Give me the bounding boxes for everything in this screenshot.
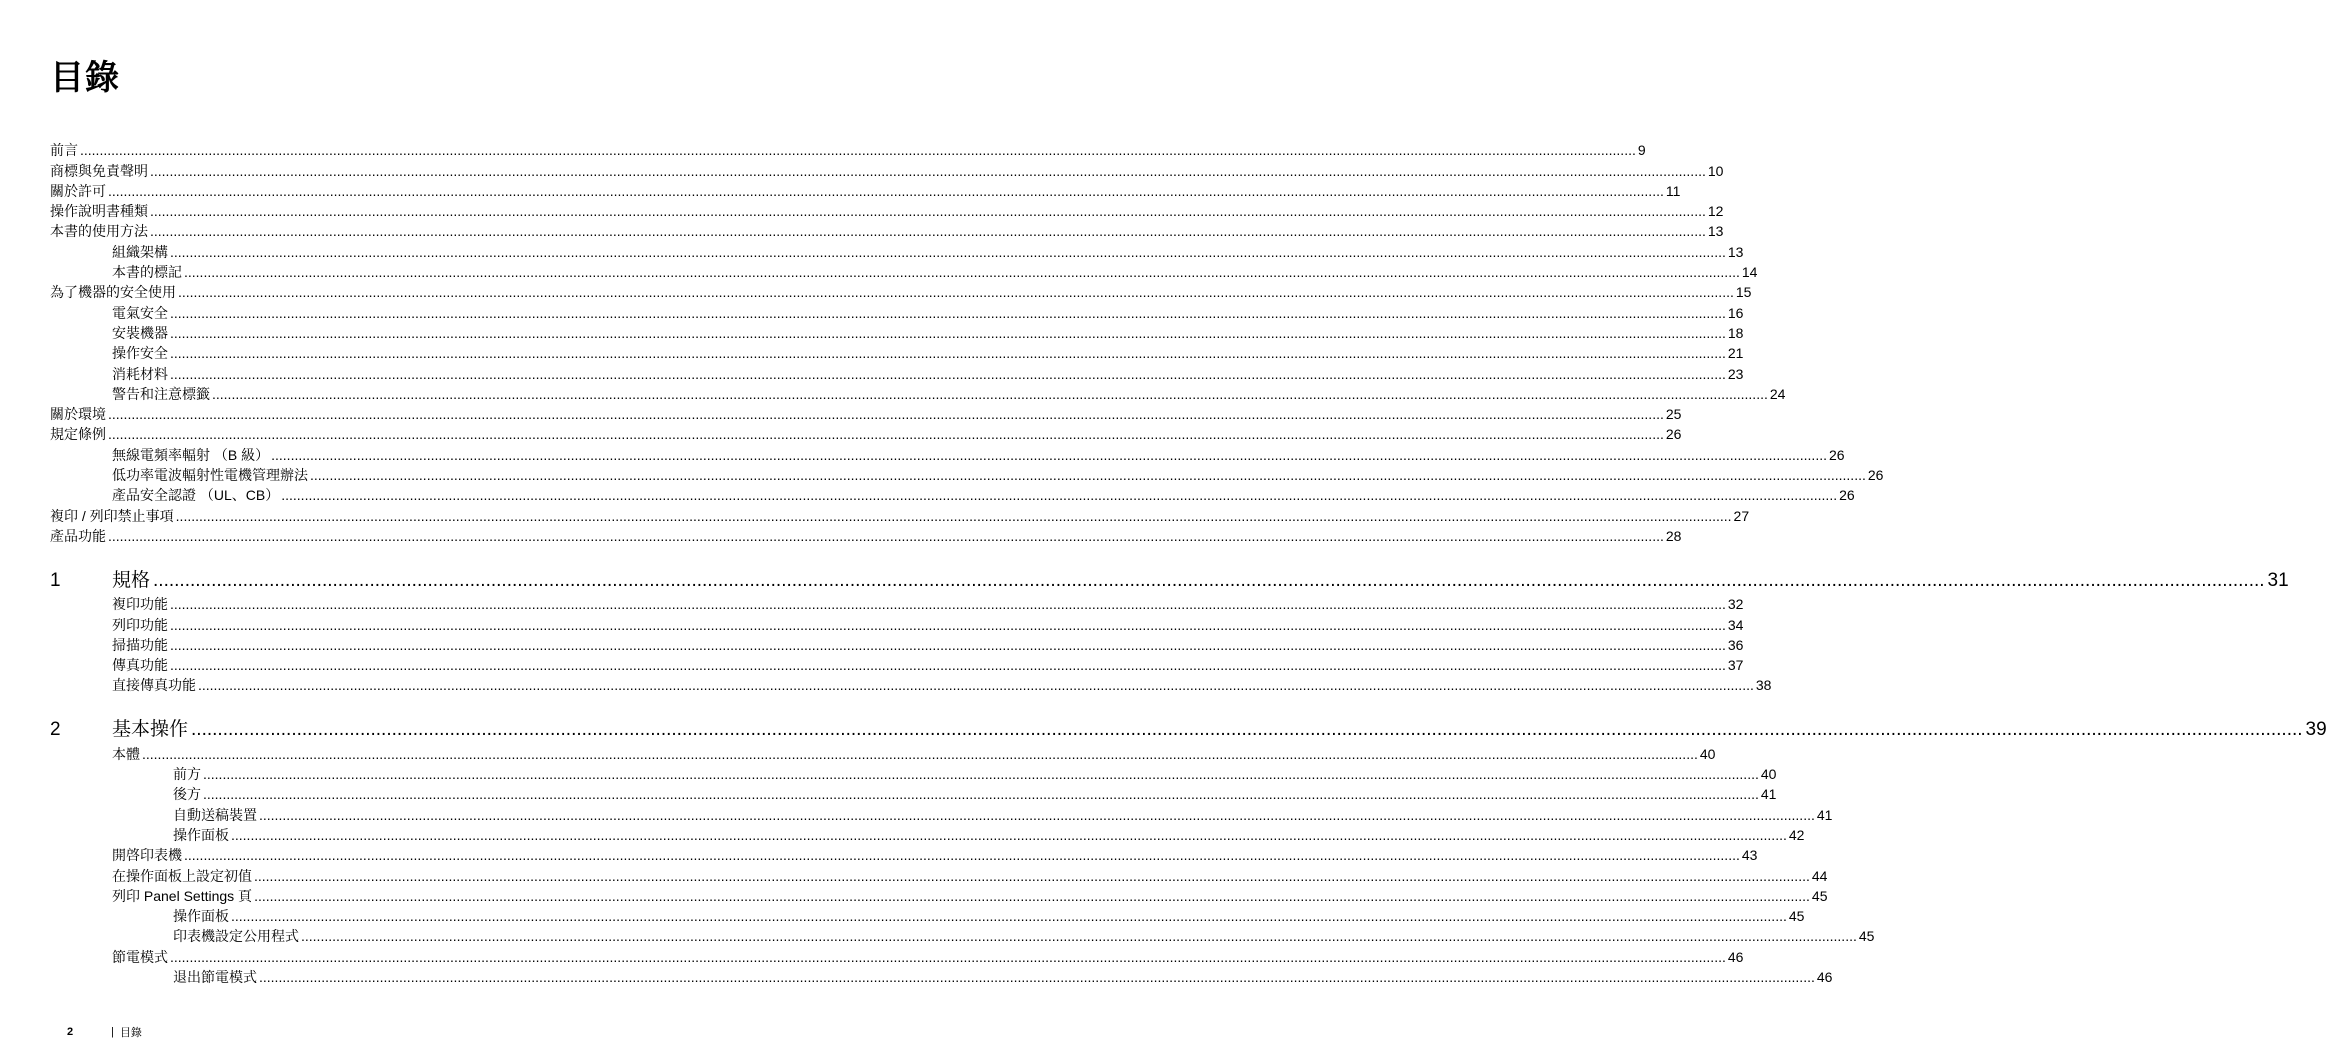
toc-entry-page: 12: [1707, 203, 1724, 220]
toc-entry-label: 複印功能: [112, 596, 168, 613]
toc-entry-label: 前方: [173, 766, 201, 783]
toc-entry-label: 列印 Panel Settings 頁: [112, 887, 253, 904]
toc-entry-label: 後方: [173, 786, 201, 803]
toc-entry[interactable]: [50, 504, 1750, 524]
toc-entry-page: 11: [1665, 182, 1681, 199]
toc-leader-dots: ................................................................................................................................................................................................................................................................................................................................................................................................................: [231, 826, 1787, 843]
toc-entry-label: 印表機設定公用程式: [173, 928, 299, 945]
toc-leader-dots: ................................................................................................................................................................................................................................................................................................................................................................................................................: [175, 507, 1732, 524]
toc-entry[interactable]: [50, 139, 1646, 159]
toc-entry[interactable]: [50, 742, 1716, 762]
toc-entry-label: 規定條例: [50, 426, 106, 443]
toc-entry[interactable]: [50, 613, 1744, 633]
toc-chapter[interactable]: [50, 565, 2289, 593]
toc-entry-label: 複印 / 列印禁止事項: [50, 507, 174, 524]
toc-entry[interactable]: [50, 301, 1744, 321]
toc-leader-dots: ................................................................................................................................................................................................................................................................................................................................................................................................................: [254, 887, 1810, 904]
toc-leader-dots: ................................................................................................................................................................................................................................................................................................................................................................................................................: [170, 657, 1726, 674]
toc-leader-dots: ................................................................................................................................................................................................................................................................................................................................................................................................................: [108, 406, 1664, 423]
footer-page-number: 2: [67, 1026, 74, 1038]
toc-entry-page: 44: [1811, 867, 1828, 884]
toc-entry-label: 消耗材料: [112, 365, 168, 382]
toc-entry[interactable]: [50, 844, 1758, 864]
toc-leader-dots: ................................................................................................................................................................................................................................................................................................................................................................................................................: [108, 527, 1664, 544]
toc-entry[interactable]: [50, 423, 1682, 443]
toc-leader-dots: ................................................................................................................................................................................................................................................................................................................................................................................................................: [170, 243, 1726, 260]
toc-entry-page: 41: [1760, 786, 1777, 803]
toc-entry-page: 45: [1788, 908, 1805, 925]
toc-entry-page: 45: [1811, 887, 1828, 904]
toc-leader-dots: ................................................................................................................................................................................................................................................................................................................................................................................................................: [259, 806, 1815, 823]
toc-entry-label: 自動送稿裝置: [173, 806, 257, 823]
toc-entry-label: 低功率電波輻射性電機管理辦法: [112, 467, 308, 484]
toc-entry[interactable]: [50, 240, 1744, 260]
toc-entry[interactable]: [50, 654, 1744, 674]
toc-leader-dots: ................................................................................................................................................................................................................................................................................................................................................................................................................: [142, 745, 1698, 762]
toc-entry-label: 操作面板: [173, 826, 229, 843]
toc-entry-label: 組織架構: [112, 243, 168, 260]
toc-entry[interactable]: [50, 674, 1772, 694]
toc-entry[interactable]: [50, 484, 1855, 504]
toc-entry-page: 36: [1727, 636, 1744, 653]
toc-entry-page: 9: [1637, 142, 1646, 159]
toc-entry[interactable]: [50, 443, 1845, 463]
toc-entry[interactable]: [50, 905, 1805, 925]
toc-entry[interactable]: [50, 803, 1833, 823]
toc-entry-label: 產品功能: [50, 527, 106, 544]
toc-entry[interactable]: [50, 200, 1724, 220]
toc-leader-dots: ................................................................................................................................................................................................................................................................................................................................................................................................................: [170, 304, 1726, 321]
toc-entry-page: 41: [1816, 806, 1833, 823]
toc-entry-label: 在操作面板上設定初值: [112, 867, 252, 884]
toc-entry-page: 26: [1665, 426, 1682, 443]
toc-entry[interactable]: [50, 220, 1724, 240]
toc-entry-label: 無線電頻率輻射 （B 級）: [112, 446, 270, 463]
toc-entry[interactable]: [50, 342, 1744, 362]
chapter-title: 規格: [112, 569, 151, 591]
toc-entry[interactable]: [50, 383, 1786, 403]
toc-entry-page: 21: [1727, 345, 1744, 362]
toc-leader-dots: ................................................................................................................................................................................................................................................................................................................................................................................................................: [150, 162, 1706, 179]
page-title: 目錄: [50, 59, 120, 97]
toc-leader-dots: ................................................................................................................................................................................................................................................................................................................................................................................................................: [170, 636, 1726, 653]
toc-entry-label: 傳真功能: [112, 657, 168, 674]
toc-leader-dots: ................................................................................................................................................................................................................................................................................................................................................................................................................: [259, 968, 1815, 985]
toc-leader-dots: ................................................................................................................................................................................................................................................................................................................................................................................................................: [203, 766, 1759, 783]
toc-entry[interactable]: [50, 403, 1682, 423]
toc-entry-label: 操作安全: [112, 345, 168, 362]
toc-leader-dots: ................................................................................................................................................................................................................................................................................................................................................................................................................: [191, 719, 2303, 741]
toc-entry-page: 23: [1727, 365, 1744, 382]
toc-entry-label: 為了機器的安全使用: [50, 284, 176, 301]
toc-entry-label: 開啓印表機: [112, 847, 182, 864]
toc-entry-page: 10: [1707, 162, 1724, 179]
toc-entry-label: 關於許可: [50, 182, 106, 199]
toc-leader-dots: ................................................................................................................................................................................................................................................................................................................................................................................................................: [153, 569, 2265, 591]
toc-entry-page: 34: [1727, 616, 1744, 633]
toc-entry-page: 13: [1707, 223, 1724, 240]
toc-entry-page: 18: [1727, 324, 1744, 341]
toc-entry-label: 操作面板: [173, 908, 229, 925]
toc-entry-label: 安裝機器: [112, 324, 168, 341]
toc-leader-dots: ................................................................................................................................................................................................................................................................................................................................................................................................................: [150, 203, 1706, 220]
toc-entry-page: 24: [1769, 385, 1786, 402]
toc-entry[interactable]: [50, 763, 1777, 783]
toc-entry-page: 28: [1665, 527, 1682, 544]
toc-entry-page: 25: [1665, 406, 1682, 423]
toc-leader-dots: ................................................................................................................................................................................................................................................................................................................................................................................................................: [170, 948, 1726, 965]
toc-entry[interactable]: [50, 525, 1682, 545]
table-of-contents: [50, 139, 2327, 986]
toc-entry[interactable]: [50, 945, 1744, 965]
toc-entry-label: 前言: [50, 142, 78, 159]
toc-entry-label: 操作說明書種類: [50, 203, 148, 220]
toc-entry[interactable]: [50, 885, 1828, 905]
toc-entry-page: 42: [1788, 826, 1805, 843]
toc-leader-dots: ................................................................................................................................................................................................................................................................................................................................................................................................................: [108, 426, 1664, 443]
toc-leader-dots: ................................................................................................................................................................................................................................................................................................................................................................................................................: [301, 928, 1857, 945]
toc-entry-label: 電氣安全: [112, 304, 168, 321]
toc-entry-label: 產品安全認證 （UL、CB）: [112, 487, 280, 504]
toc-leader-dots: ................................................................................................................................................................................................................................................................................................................................................................................................................: [170, 596, 1726, 613]
toc-entry-page: 27: [1733, 507, 1750, 524]
toc-entry-label: 直接傳真功能: [112, 677, 196, 694]
chapter-number: 1: [50, 569, 61, 591]
toc-entry[interactable]: [50, 261, 1758, 281]
toc-entry[interactable]: [50, 966, 1833, 986]
toc-entry-label: 警告和注意標籤: [112, 385, 210, 402]
toc-leader-dots: ................................................................................................................................................................................................................................................................................................................................................................................................................: [150, 223, 1706, 240]
toc-entry-page: 14: [1741, 264, 1758, 281]
toc-entry-label: 節電模式: [112, 948, 168, 965]
toc-entry-page: 38: [1755, 677, 1772, 694]
chapter-page: 39: [2305, 719, 2327, 741]
toc-entry-page: 32: [1727, 596, 1744, 613]
toc-entry-label: 本書的標記: [112, 264, 182, 281]
toc-entry[interactable]: [50, 634, 1744, 654]
toc-entry-label: 列印功能: [112, 616, 168, 633]
toc-leader-dots: ................................................................................................................................................................................................................................................................................................................................................................................................................: [170, 345, 1726, 362]
toc-entry-page: 26: [1867, 467, 1884, 484]
toc-entry-page: 43: [1741, 847, 1758, 864]
toc-entry[interactable]: [50, 593, 1744, 613]
toc-entry-label: 關於環境: [50, 406, 106, 423]
toc-entry[interactable]: [50, 864, 1828, 884]
toc-entry-page: 46: [1727, 948, 1744, 965]
toc-entry-page: 40: [1699, 745, 1716, 762]
toc-leader-dots: ................................................................................................................................................................................................................................................................................................................................................................................................................: [254, 867, 1810, 884]
toc-entry-page: 13: [1727, 243, 1744, 260]
toc-leader-dots: ................................................................................................................................................................................................................................................................................................................................................................................................................: [170, 616, 1726, 633]
toc-entry[interactable]: [50, 464, 1884, 484]
toc-leader-dots: ................................................................................................................................................................................................................................................................................................................................................................................................................: [212, 385, 1768, 402]
toc-leader-dots: ................................................................................................................................................................................................................................................................................................................................................................................................................: [170, 365, 1726, 382]
toc-leader-dots: ................................................................................................................................................................................................................................................................................................................................................................................................................: [310, 467, 1866, 484]
toc-entry[interactable]: [50, 180, 1681, 200]
toc-entry-label: 商標與免責聲明: [50, 162, 148, 179]
chapter-page: 31: [2267, 569, 2289, 591]
toc-entry-page: 40: [1760, 766, 1777, 783]
toc-entry[interactable]: [50, 783, 1777, 803]
toc-leader-dots: ................................................................................................................................................................................................................................................................................................................................................................................................................: [184, 264, 1740, 281]
toc-leader-dots: ................................................................................................................................................................................................................................................................................................................................................................................................................: [170, 324, 1726, 341]
page-footer: [67, 1024, 142, 1040]
toc-entry[interactable]: [50, 159, 1724, 179]
toc-entry-label: 本體: [112, 745, 140, 762]
footer-separator: |: [111, 1026, 114, 1038]
toc-entry[interactable]: [50, 281, 1752, 301]
toc-entry[interactable]: [50, 824, 1805, 844]
toc-entry[interactable]: [50, 322, 1744, 342]
chapter-title: 基本操作: [112, 719, 189, 741]
toc-leader-dots: ................................................................................................................................................................................................................................................................................................................................................................................................................: [80, 142, 1636, 159]
toc-entry-page: 46: [1816, 968, 1833, 985]
toc-leader-dots: ................................................................................................................................................................................................................................................................................................................................................................................................................: [108, 182, 1664, 199]
footer-section: 目錄: [119, 1027, 142, 1039]
toc-entry-page: 37: [1727, 657, 1744, 674]
toc-entry-page: 26: [1839, 487, 1855, 504]
toc-leader-dots: ................................................................................................................................................................................................................................................................................................................................................................................................................: [198, 677, 1754, 694]
toc-entry-page: 26: [1828, 446, 1845, 463]
toc-entry-page: 16: [1727, 304, 1744, 321]
chapter-number: 2: [50, 719, 61, 741]
toc-entry[interactable]: [50, 362, 1744, 382]
toc-entry-label: 本書的使用方法: [50, 223, 148, 240]
toc-leader-dots: ................................................................................................................................................................................................................................................................................................................................................................................................................: [178, 284, 1734, 301]
toc-entry-page: 15: [1735, 284, 1752, 301]
toc-entry-label: 掃描功能: [112, 636, 168, 653]
toc-leader-dots: ................................................................................................................................................................................................................................................................................................................................................................................................................: [231, 908, 1787, 925]
toc-entry-label: 退出節電模式: [173, 968, 257, 985]
toc-chapter[interactable]: [50, 714, 2327, 742]
toc-entry-page: 45: [1858, 928, 1875, 945]
toc-leader-dots: ................................................................................................................................................................................................................................................................................................................................................................................................................: [203, 786, 1759, 803]
toc-leader-dots: ................................................................................................................................................................................................................................................................................................................................................................................................................: [281, 487, 1838, 504]
toc-leader-dots: ................................................................................................................................................................................................................................................................................................................................................................................................................: [184, 847, 1740, 864]
toc-entry[interactable]: [50, 925, 1875, 945]
toc-leader-dots: ................................................................................................................................................................................................................................................................................................................................................................................................................: [271, 446, 1827, 463]
